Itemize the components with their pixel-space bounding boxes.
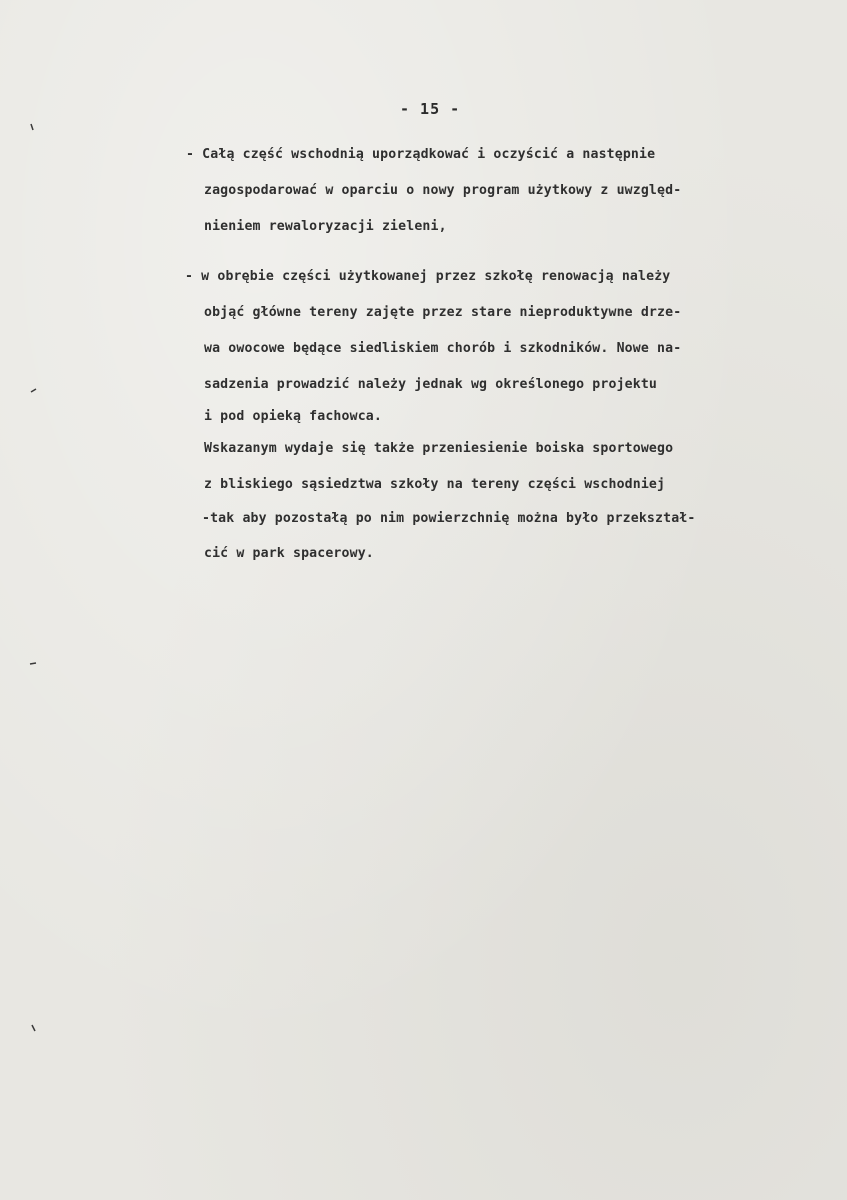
text-line: Wskazanym wydaje się także przeniesienie boiska sportowego <box>204 441 674 456</box>
margin-tick <box>30 663 36 664</box>
text-line: - w obrębie części użytkowanej przez szkołę renowacją należy <box>185 269 671 284</box>
text-line: nieniem rewaloryzacji zieleni, <box>204 219 447 234</box>
text-line: -tak aby pozostałą po nim powierzchnię można było przekształ- <box>202 511 696 526</box>
text-line: zagospodarować w oparciu o nowy program użytkowy z uwzględ- <box>204 183 682 198</box>
margin-tick <box>31 389 36 392</box>
text-line: cić w park spacerowy. <box>204 546 374 561</box>
text-line: z bliskiego sąsiedztwa szkoły na tereny części wschodniej <box>204 477 666 492</box>
page-number: - 15 - <box>400 100 461 118</box>
text-line: sadzenia prowadzić należy jednak wg określonego projektu <box>204 377 658 392</box>
text-line: wa owocowe będące siedliskiem chorób i szkodników. Nowe na- <box>204 341 682 356</box>
margin-tick <box>32 1025 35 1031</box>
text-line: - Całą część wschodnią uporządkować i oczyścić a następnie <box>186 147 656 162</box>
margin-tick <box>31 124 33 130</box>
text-line: i pod opieką fachowca. <box>204 409 382 424</box>
text-line: objąć główne tereny zajęte przez stare nieproduktywne drze- <box>204 305 682 320</box>
